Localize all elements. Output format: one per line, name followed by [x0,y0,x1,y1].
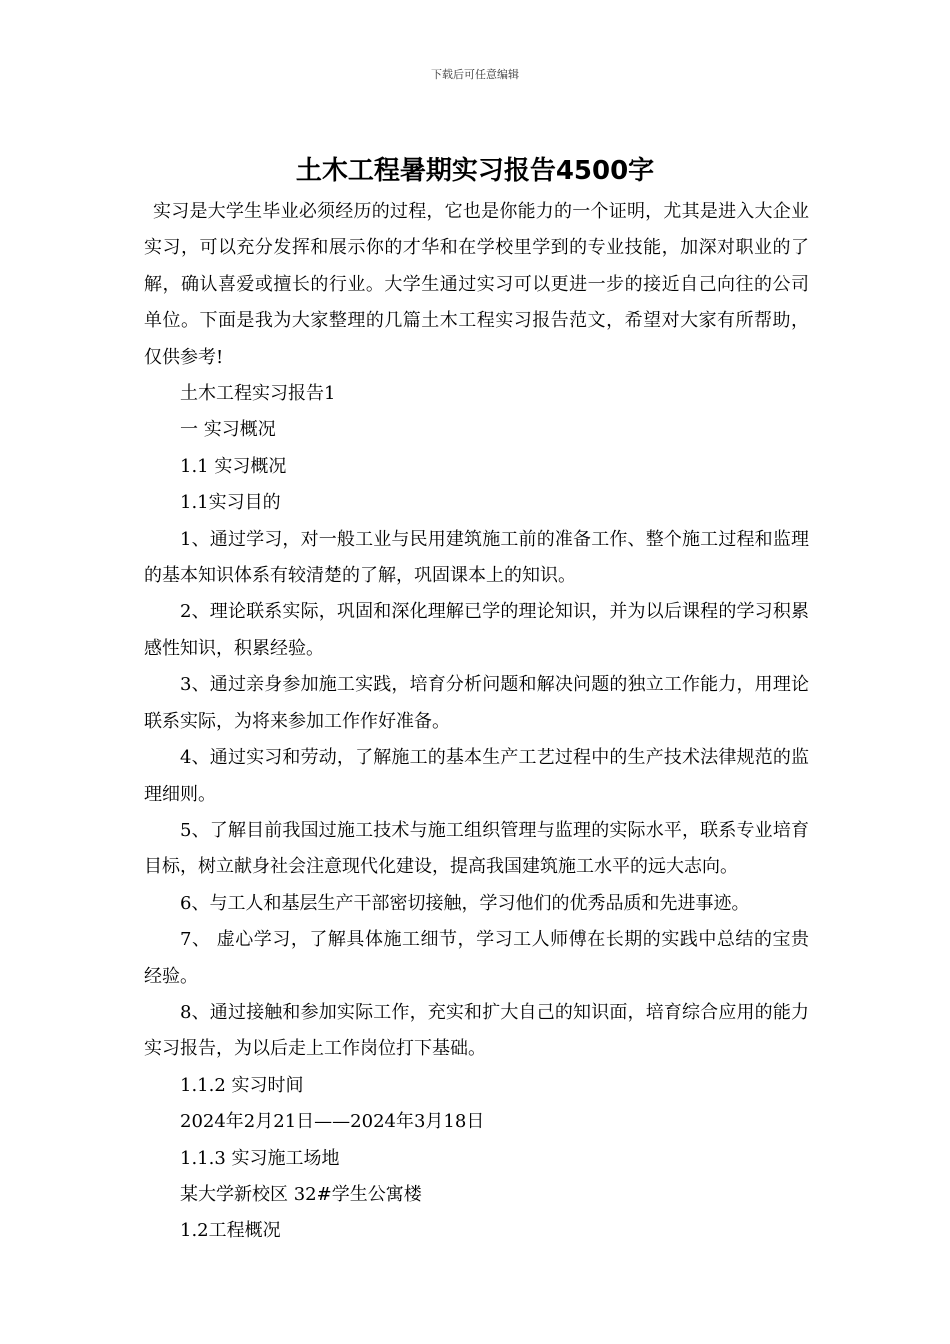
document-body [144,194,809,1250]
list-item: 7、 虚心学习，了解具体施工细节，学习工人师傅在长期的实践中总结的宝贵经验。 [144,929,809,987]
subsection-heading: 1.2工程概况 [180,1220,281,1242]
internship-dates: 2024年2月21日——2024年3月18日 [180,1111,485,1133]
list-item: 4、通过实习和劳动，了解施工的基本生产工艺过程中的生产技术法律规范的监理细则。 [144,747,809,805]
subsection-heading: 1.1.2 实习时间 [180,1074,304,1096]
list-item: 8、通过接触和参加实际工作，充实和扩大自己的知识面，培育综合应用的能力实习报告，为以后走上工作岗位打下基础。 [144,1001,809,1060]
page-header-note: 下载后可任意编辑 [431,68,519,81]
list-item: 6、与工人和基层生产干部密切接触，学习他们的优秀品质和先进事迹。 [180,892,750,914]
list-item: 5、了解目前我国过施工技术与施工组织管理与监理的实际水平，联系专业培育目标，树立献身社会注意现代化建设，提高我国建筑施工水平的远大志向。 [144,819,809,878]
list-item: 2、理论联系实际，巩固和深化理解已学的理论知识，并为以后课程的学习积累感性知识，积累经验。 [144,601,809,659]
subsection-heading: 1.1.3 实习施工场地 [180,1147,340,1169]
list-item: 3、通过亲身参加施工实践，培育分析问题和解决问题的独立工作能力，用理论联系实际，为将来参加工作作好准备。 [144,674,809,732]
subsection-heading: 1.1实习目的 [180,492,281,514]
list-item: 1、通过学习，对一般工业与民用建筑施工前的准备工作、整个施工过程和监理的基本知识体系有较清楚的了解，巩固课本上的知识。 [144,528,809,587]
intro-paragraph: 实习是大学生毕业必须经历的过程，它也是你能力的一个证明，尤其是进入大企业实习，可以充分发挥和展示你的才华和在学校里学到的专业技能，加深对职业的了解，确认喜爱或擅长的行业。大学生通过实习可以更进一步的接近自己向往的公司单位。下面是我为大家整理的几篇土木工程实习报告范文，希望对大家有所帮助，仅供参考! [144,201,809,368]
subsection-heading: 1.1 实习概况 [180,455,287,477]
section-heading: 一 实习概况 [180,419,276,441]
internship-site: 某大学新校区 32#学生公寓楼 [180,1183,422,1205]
report-heading: 土木工程实习报告1 [180,383,336,405]
document-title: 土木工程暑期实习报告4500字 [295,156,655,186]
